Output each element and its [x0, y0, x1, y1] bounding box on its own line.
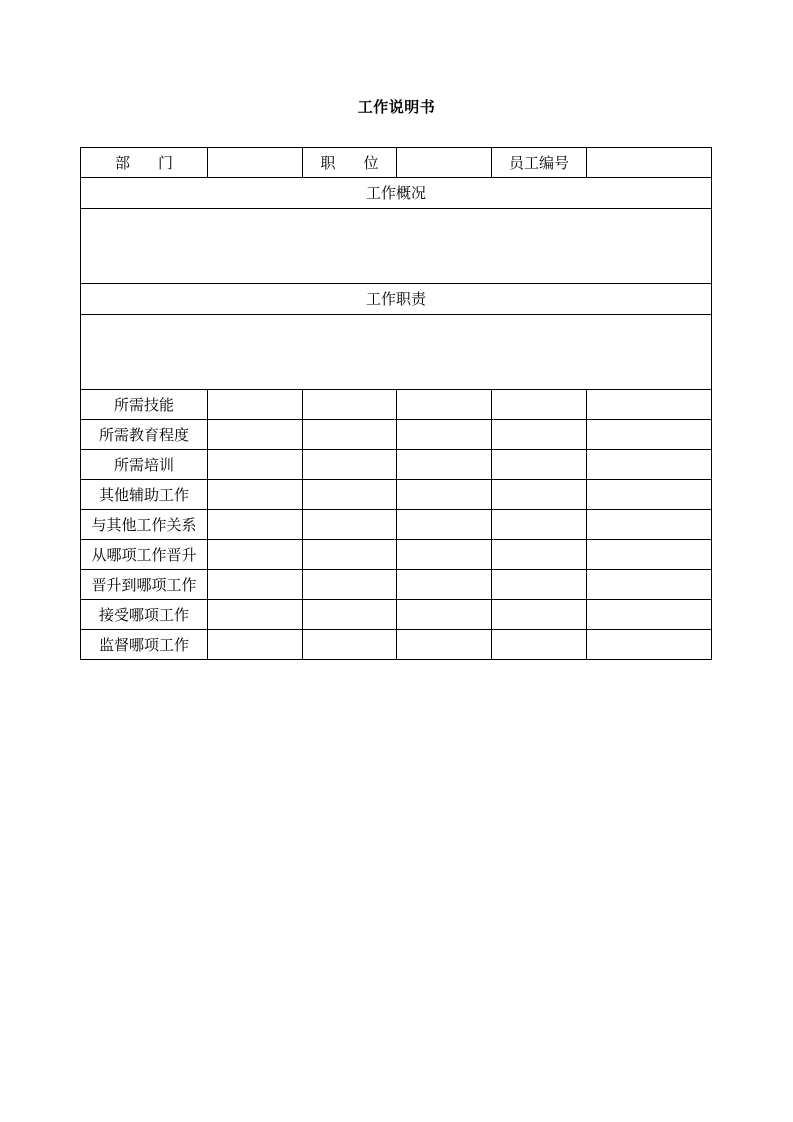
table-cell[interactable] — [397, 480, 492, 510]
table-cell[interactable] — [397, 420, 492, 450]
table-cell[interactable] — [208, 420, 303, 450]
table-cell[interactable] — [303, 510, 397, 540]
table-cell[interactable] — [492, 540, 587, 570]
table-cell[interactable] — [492, 390, 587, 420]
table-cell[interactable] — [587, 600, 712, 630]
employee-id-label: 员工编号 — [492, 148, 587, 178]
table-cell[interactable] — [397, 540, 492, 570]
table-cell[interactable] — [587, 510, 712, 540]
duties-title-row — [81, 284, 712, 315]
table-cell[interactable] — [303, 540, 397, 570]
table-cell[interactable] — [208, 600, 303, 630]
table-cell[interactable] — [492, 420, 587, 450]
table-cell[interactable] — [397, 630, 492, 660]
table-row — [81, 420, 712, 450]
table-cell[interactable] — [587, 570, 712, 600]
table-cell[interactable] — [303, 480, 397, 510]
table-cell[interactable] — [208, 390, 303, 420]
overview-section-title: 工作概况 — [81, 178, 712, 209]
overview-title-row — [81, 178, 712, 209]
table-row — [81, 510, 712, 540]
table-cell[interactable] — [492, 450, 587, 480]
table-row — [81, 600, 712, 630]
table-cell[interactable] — [208, 510, 303, 540]
department-label-char-1: 部 — [114, 153, 130, 172]
overview-content-row — [81, 209, 712, 284]
table-cell[interactable] — [208, 480, 303, 510]
table-cell[interactable] — [397, 450, 492, 480]
department-label-char-2: 门 — [158, 153, 174, 172]
row-label: 其他辅助工作 — [81, 480, 208, 510]
table-cell[interactable] — [208, 630, 303, 660]
position-label — [303, 148, 397, 178]
table-cell[interactable] — [208, 540, 303, 570]
duties-content-row — [81, 315, 712, 390]
table-cell[interactable] — [397, 390, 492, 420]
table-cell[interactable] — [492, 480, 587, 510]
table-cell[interactable] — [303, 450, 397, 480]
table-cell[interactable] — [587, 390, 712, 420]
table-cell[interactable] — [587, 540, 712, 570]
table-cell[interactable] — [208, 450, 303, 480]
table-cell[interactable] — [303, 600, 397, 630]
table-cell[interactable] — [492, 510, 587, 540]
table-row — [81, 450, 712, 480]
table-cell[interactable] — [587, 420, 712, 450]
table-cell[interactable] — [492, 570, 587, 600]
row-label: 接受哪项工作 — [81, 600, 208, 630]
header-row — [81, 148, 712, 178]
position-label-char-2: 位 — [363, 153, 379, 172]
table-cell[interactable] — [303, 420, 397, 450]
row-label: 所需培训 — [81, 450, 208, 480]
job-description-table — [80, 147, 712, 660]
department-value-cell[interactable] — [208, 148, 303, 178]
table-row — [81, 540, 712, 570]
overview-content-cell[interactable] — [81, 209, 712, 284]
row-label: 与其他工作关系 — [81, 510, 208, 540]
table-cell[interactable] — [303, 630, 397, 660]
table-row — [81, 570, 712, 600]
table-cell[interactable] — [587, 480, 712, 510]
table-row — [81, 630, 712, 660]
table-cell[interactable] — [208, 570, 303, 600]
table-cell[interactable] — [303, 390, 397, 420]
row-label: 所需教育程度 — [81, 420, 208, 450]
document-title: 工作说明书 — [357, 98, 436, 116]
row-label: 从哪项工作晋升 — [81, 540, 208, 570]
table-cell[interactable] — [397, 570, 492, 600]
duties-section-title: 工作职责 — [81, 284, 712, 315]
table-cell[interactable] — [492, 630, 587, 660]
table-cell[interactable] — [397, 600, 492, 630]
row-label: 所需技能 — [81, 390, 208, 420]
position-value-cell[interactable] — [397, 148, 492, 178]
table-cell[interactable] — [492, 600, 587, 630]
table-cell[interactable] — [587, 630, 712, 660]
row-label: 晋升到哪项工作 — [81, 570, 208, 600]
position-label-char-1: 职 — [320, 153, 336, 172]
table-row — [81, 390, 712, 420]
table-cell[interactable] — [397, 510, 492, 540]
employee-id-value-cell[interactable] — [587, 148, 712, 178]
row-label: 监督哪项工作 — [81, 630, 208, 660]
table-row — [81, 480, 712, 510]
table-cell[interactable] — [587, 450, 712, 480]
duties-content-cell[interactable] — [81, 315, 712, 390]
department-label — [81, 148, 208, 178]
table-cell[interactable] — [303, 570, 397, 600]
